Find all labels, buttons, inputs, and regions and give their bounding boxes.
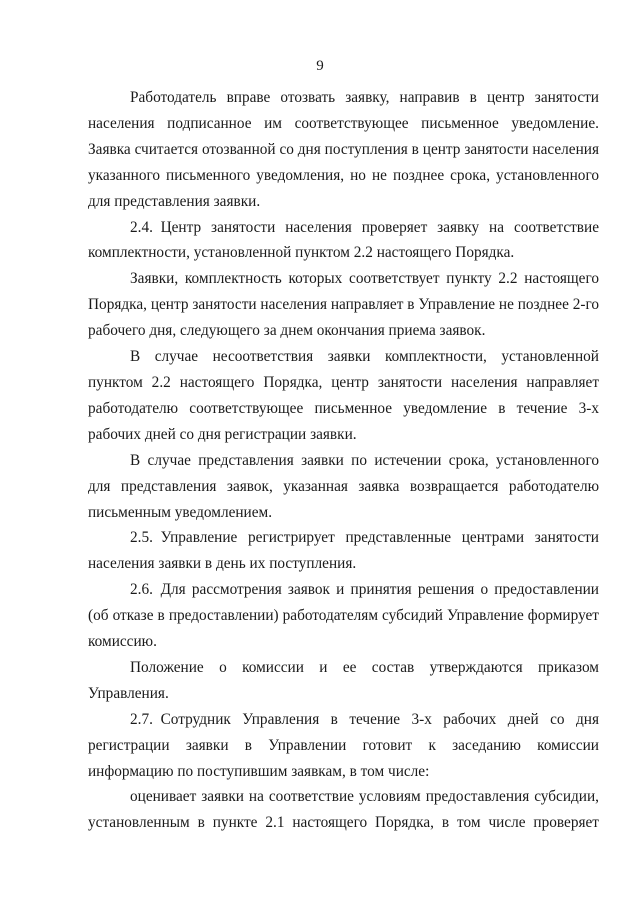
paragraph: Заявки, комплектность которых соответствует пункту 2.2 настоящего Порядка, центр занятости населения направляет в Управление не позднее 2-го рабочего дня, следующего за днем окончания приема заявок. bbox=[88, 270, 599, 340]
paragraph: 2.4. Центр занятости населения проверяет заявку на соответствие комплектности, установленной пунктом 2.2 настоящего Порядка. bbox=[88, 218, 599, 262]
paragraph: В случае несоответствия заявки комплектности, установленной пунктом 2.2 настоящего Порядка, центр занятости населения направляет работодателю соответствующее письменное уведомление в течение 3-х рабочих дней со дня регистрации заявки. bbox=[88, 348, 599, 443]
paragraph: оценивает заявки на соответствие условиям предоставления субсидии, установленным в пункте 2.1 настоящего Порядка, в том числе проверяет bbox=[88, 788, 599, 832]
page-number: 9 bbox=[316, 58, 324, 74]
paragraph: 2.5. Управление регистрирует представленные центрами занятости населения заявки в день их поступления. bbox=[88, 529, 599, 573]
paragraph: 2.7. Сотрудник Управления в течение 3-х рабочих дней со дня регистрации заявки в Управлении готовит к заседанию комиссии информацию по поступившим заявкам, в том числе: bbox=[88, 710, 599, 780]
paragraph: 2.6. Для рассмотрения заявок и принятия решения о предоставлении (об отказе в предоставлении) работодателям субсидий Управление формирует комиссию. bbox=[88, 581, 599, 651]
paragraph: В случае представления заявки по истечении срока, установленного для представления заявок, указанная заявка возвращается работодателю письменным уведомлением. bbox=[88, 451, 599, 521]
paragraph: Положение о комиссии и ее состав утверждаются приказом Управления. bbox=[88, 658, 599, 702]
paragraph: Работодатель вправе отозвать заявку, направив в центр занятости населения подписанное им соответствующее письменное уведомление. Заявка считается отозванной со дня поступления в центр занятости населения указанного письменного уведомления, но не позднее срока, установленного для представления заявки. bbox=[88, 89, 599, 210]
document-body bbox=[88, 85, 599, 836]
